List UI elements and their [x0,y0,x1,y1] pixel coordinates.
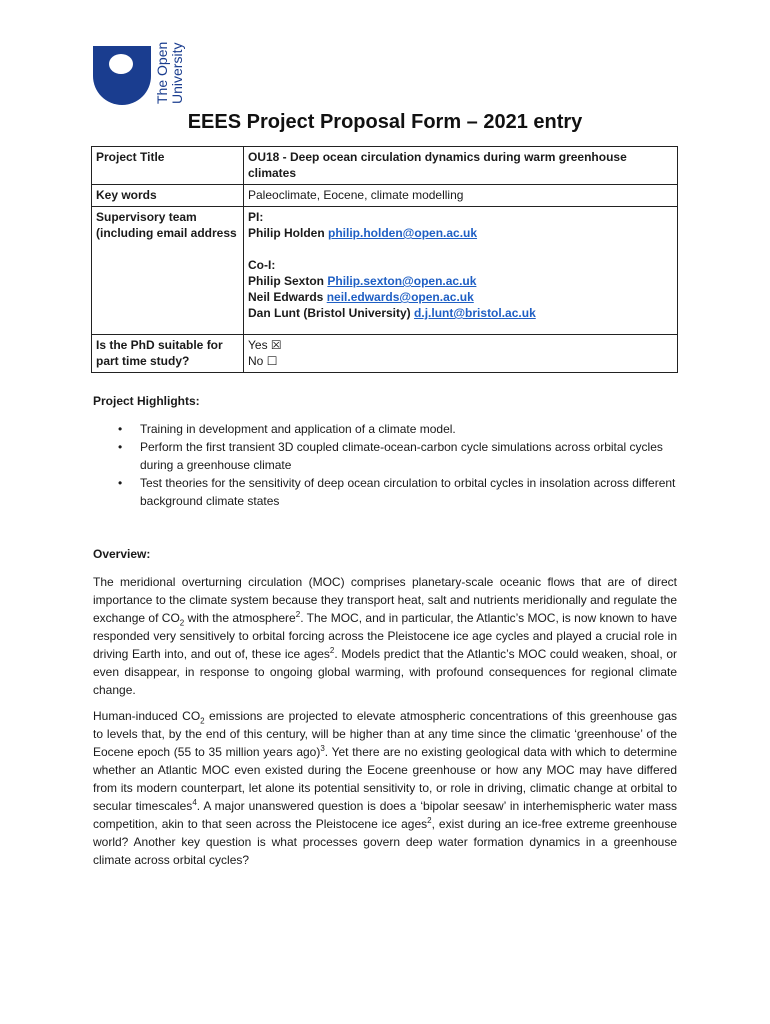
list-item [93,420,683,438]
yes-checkbox[interactable]: ☒ [270,338,282,352]
coi-email-link[interactable]: d.j.lunt@bristol.ac.uk [414,306,536,320]
project-info-table [91,146,678,373]
overview-heading: Overview: [93,547,151,561]
project-title-label: Project Title [92,147,244,185]
no-label: No [248,354,264,368]
part-time-options [244,335,678,373]
highlight-text: Perform the first transient 3D coupled climate-ocean-carbon cycle simulations across orbital cycles during a greenhouse climate [140,440,663,472]
pi-email-link[interactable]: philip.holden@open.ac.uk [328,226,478,240]
p1-text-b: with the atmosphere [184,611,296,625]
coi-name: Dan Lunt (Bristol University) [248,306,411,320]
p2-citation: 3 [320,744,325,753]
table-row [92,185,678,207]
p1-citation: 2 [295,610,301,619]
highlights-list [93,420,683,510]
coi-email-link[interactable]: Philip.sexton@open.ac.uk [327,274,477,288]
p2-text-e: , exist during an ice-free extreme greenhouse world? Another key question is what processes govern deep water formation dynamics in a greenhouse climate across orbital cycles? [93,817,677,867]
logo-text-line1: The Open [154,42,170,104]
no-option [248,353,673,369]
bullet-icon: • [118,476,123,490]
p1-text-a: The meridional overturning circulation (MOC) comprises planetary-scale oceanic flows that are of direct importance to the climate system because they transport heat, salt and nutrients meridionally and regulate the exchange of CO [93,575,677,625]
pi-entry [248,225,673,241]
bullet-icon: • [118,440,123,454]
p1-citation: 2 [329,646,335,655]
p2-text-c: . Yet there are no existing geological data with which to determine whether an Atlantic MOC even existed during the Eocene greenhouse or how any MOC may have differed from its modern counterpart, let alone its potential sensitivity to, or role in driving, climatic change at orbital to secular timescales [93,745,677,813]
p1-subscript: 2 [179,618,185,628]
project-title-value: OU18 - Deep ocean circulation dynamics during warm greenhouse climates [244,147,678,185]
p2-citation: 4 [192,798,197,807]
no-checkbox[interactable]: ☐ [266,354,278,368]
p2-text-d: . A major unanswered question is does a ‘bipolar seesaw’ in interhemispheric water mass competition, akin to that seen across the Pleistocene ice ages [93,799,678,831]
coi-entry [248,305,673,321]
coi-name: Neil Edwards [248,290,324,304]
coi-heading: Co-I: [248,258,276,272]
supervisory-team-label: Supervisory team (including email address [92,207,244,335]
highlight-text: Test theories for the sensitivity of deep ocean circulation to orbital cycles in insolation across different background climate states [140,476,676,508]
open-university-shield-icon [93,42,185,114]
supervisory-team-value [244,207,678,335]
keywords-value: Paleoclimate, Eocene, climate modelling [244,185,678,207]
p1-text-c: . The MOC, and in particular, the Atlantic’s MOC, is now known to have responded very sensitively to orbital forcing across the Pleistocene ice age cycles and played a crucial role in driving Earth into, and out of, these ice ages [93,611,677,661]
p2-subscript: 2 [200,716,205,726]
overview-paragraph-1 [93,573,677,699]
pi-name: Philip Holden [248,226,325,240]
keywords-label: Key words [92,185,244,207]
logo-text-line2: University [169,42,185,104]
coi-entry [248,289,673,305]
table-row [92,147,678,185]
yes-label: Yes [248,338,268,352]
table-row [92,335,678,373]
bullet-icon: • [118,422,123,436]
page-title: EEES Project Proposal Form – 2021 entry [187,111,583,133]
open-university-logo [93,42,185,114]
coi-email-link[interactable]: neil.edwards@open.ac.uk [326,290,474,304]
list-item [93,438,683,474]
yes-option [248,337,673,353]
pi-heading: PI: [248,210,264,224]
p2-text-b: emissions are projected to elevate atmospheric concentrations of this greenhouse gas to levels that, by the end of this century, will be higher than at any time since the climatic ‘greenhouse’ of the Eocene epoch (55 to 35 million years ago) [93,709,677,759]
coi-entry [248,273,673,289]
coi-name: Philip Sexton [248,274,325,288]
p2-text-a: Human-induced CO [93,709,201,723]
overview-paragraph-2 [93,707,677,869]
highlight-text: Training in development and application of a climate model. [140,422,456,436]
list-item [93,474,683,510]
highlights-heading: Project Highlights: [93,394,200,408]
table-row [92,207,678,335]
part-time-label: Is the PhD suitable for part time study? [92,335,244,373]
p1-text-d: . Models predict that the Atlantic’s MOC could weaken, shoal, or even disappear, in response to ongoing global warming, with profound consequences for regional climate change. [93,647,678,697]
p2-citation: 2 [427,816,432,825]
